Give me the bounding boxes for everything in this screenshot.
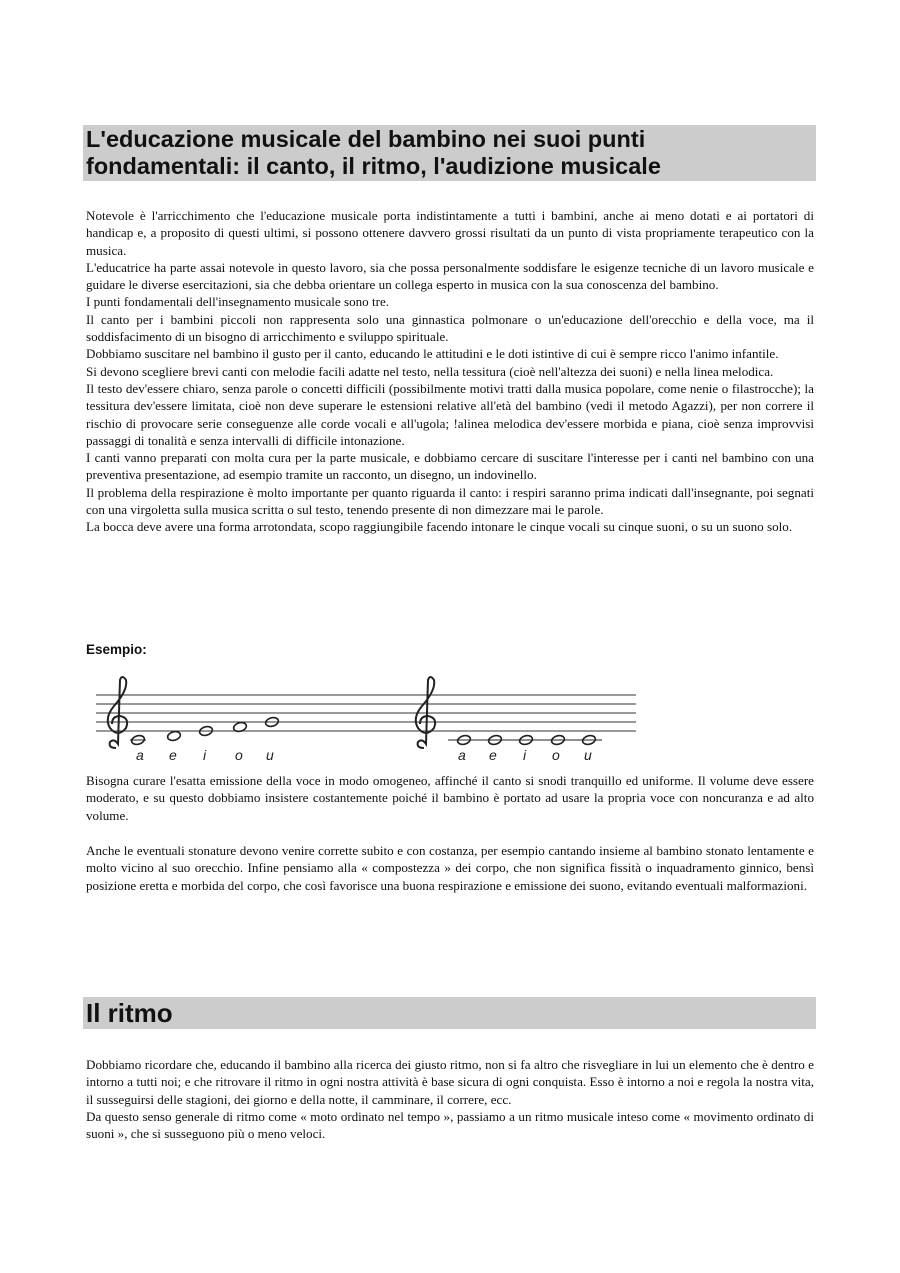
vowel-a: a xyxy=(136,747,144,763)
staff-svg xyxy=(92,672,640,768)
vowel-i: i xyxy=(203,747,207,763)
vowel-e: e xyxy=(169,747,177,763)
notes-right xyxy=(448,734,602,745)
paragraph: Anche le eventuali stonature devono venire corrette subito e con costanza, per esempio cantando insieme al bambino stonato lentamente e molto vicino al suo orecchio. Infine pensiamo alla « compostezza » dei corpo, che non significa fissità o inquadramento ginnico, bensì posizione eretta e morbida del corpo, che così favorisce una buona respirazione e emissione dei suono, evitando eventuali malformazioni. xyxy=(86,843,814,893)
paragraph: Dobbiamo ricordare che, educando il bambino alla ricerca dei giusto ritmo, non si fa altro che risvegliare in lui un elemento che è dentro e intorno a tutti noi; e che ritrovare il ritmo in ogni nostra attività è base sicura di ogni conquista. Esso è intorno a noi e regola la nostra vita, il susseguirsi delle stagioni, dei giorno e della notte, il camminare, il correre, ecc. xyxy=(86,1057,814,1107)
paragraph: I punti fondamentali dell'insegnamento musicale sono tre. xyxy=(86,294,390,310)
section-heading-educazione xyxy=(83,125,816,181)
vowels-right xyxy=(458,747,592,763)
vowel-i: i xyxy=(523,747,527,763)
intro-paragraphs xyxy=(86,207,814,536)
paragraph: Si devono scegliere brevi canti con melodie facili adatte nel testo, nella tessitura (cioè nell'altezza dei suoni) e nella linea melodica. xyxy=(86,363,774,379)
paragraph: Il canto per i bambini piccoli non rappresenta solo una ginnastica polmonare o un'educazione dell'orecchio e della voce, ma il soddisfacimento di un bisogno di arricchimento e sviluppo spirituale. xyxy=(86,311,814,345)
paragraph-stonature xyxy=(86,842,814,894)
paragraph-emissione xyxy=(86,772,814,824)
vowel-u: u xyxy=(584,747,592,763)
vowel-e: e xyxy=(489,747,497,763)
paragraph: Il problema della respirazione è molto importante per quanto riguarda il canto: i respiri saranno prima indicati dall'insegnante, poi segnati con una virgoletta sulla musica scritta o sul testo, tenendo presente di non dimezzare mai le parole. xyxy=(86,484,814,518)
music-staff-example xyxy=(92,672,640,768)
vowel-o: o xyxy=(235,747,243,763)
paragraph: Notevole è l'arricchimento che l'educazione musicale porta indistintamente a tutti i bambini, anche ai meno dotati e ai portatori di handicap e, a proposito di questi ultimi, si possono ottenere davvero grossi risultati da un punto di vista propriamente terapeutico con la musica. xyxy=(86,208,814,258)
paragraph: L'educatrice ha parte assai notevole in questo lavoro, sia che possa personalmente soddisfare le esigenze tecniche di un lavoro musicale e guidare le diverse esercitazioni, sia che debba orientare un collega esperto in musica con la sua conoscenza del bambino. xyxy=(86,259,814,293)
paragraph: Bisogna curare l'esatta emissione della voce in modo omogeneo, affinché il canto si snodi tranquillo ed uniforme. Il volume deve essere moderato, e su questo dobbiamo insistere costantemente poiché il bambino è portato ad usare la propria voce con noncuranza e ad alto volume. xyxy=(86,773,814,823)
heading-line-2: fondamentali: il canto, il ritmo, l'audizione musicale xyxy=(86,153,661,179)
paragraph: I canti vanno preparati con molta cura per la parte musicale, e dobbiamo cercare di suscitare l'interesse per i canti nel bambino con una preventiva presentazione, ad esempio tramite un racconto, un disegno, un indovinello. xyxy=(86,450,814,483)
vowels-left xyxy=(136,747,274,763)
vowel-u: u xyxy=(266,747,274,763)
paragraph: Il testo dev'essere chiaro, senza parole o concetti difficili (possibilmente motivi tratti dalla musica popolare, come nenie o filastrocche); la tessitura dev'essere limitata, cioè non deve superare le estensioni relative all'età del bambino (vedi il metodo Agazzi), per non correre il rischio di provocare serie conseguenze alle corde vocali e all'ugola; !alinea melodica dev'essere morbida e piana, cioè senza improvvisi passaggi di tonalità e senza intervalli di difficile intonazione. xyxy=(86,380,814,448)
ritmo-paragraphs xyxy=(86,1056,814,1142)
paragraph: Da questo senso generale di ritmo come « moto ordinato nel tempo », passiamo a un ritmo musicale inteso come « movimento ordinato di suoni », che si susseguono più o meno veloci. xyxy=(86,1108,814,1142)
paragraph: Dobbiamo suscitare nel bambino il gusto per il canto, educando le attitudini e le doti istintive di cui è sempre ricco l'animo infantile. xyxy=(86,346,779,362)
section-heading-ritmo: Il ritmo xyxy=(83,997,816,1029)
vowel-o: o xyxy=(552,747,560,763)
example-label: Esempio: xyxy=(86,642,147,657)
vowel-a: a xyxy=(458,747,466,763)
heading-line-1: L'educazione musicale del bambino nei suoi punti xyxy=(86,126,646,152)
paragraph: La bocca deve avere una forma arrotondata, scopo raggiungibile facendo intonare le cinque vocali su cinque suoni, o su un suono solo. xyxy=(86,519,793,535)
staff-lines xyxy=(96,695,636,731)
